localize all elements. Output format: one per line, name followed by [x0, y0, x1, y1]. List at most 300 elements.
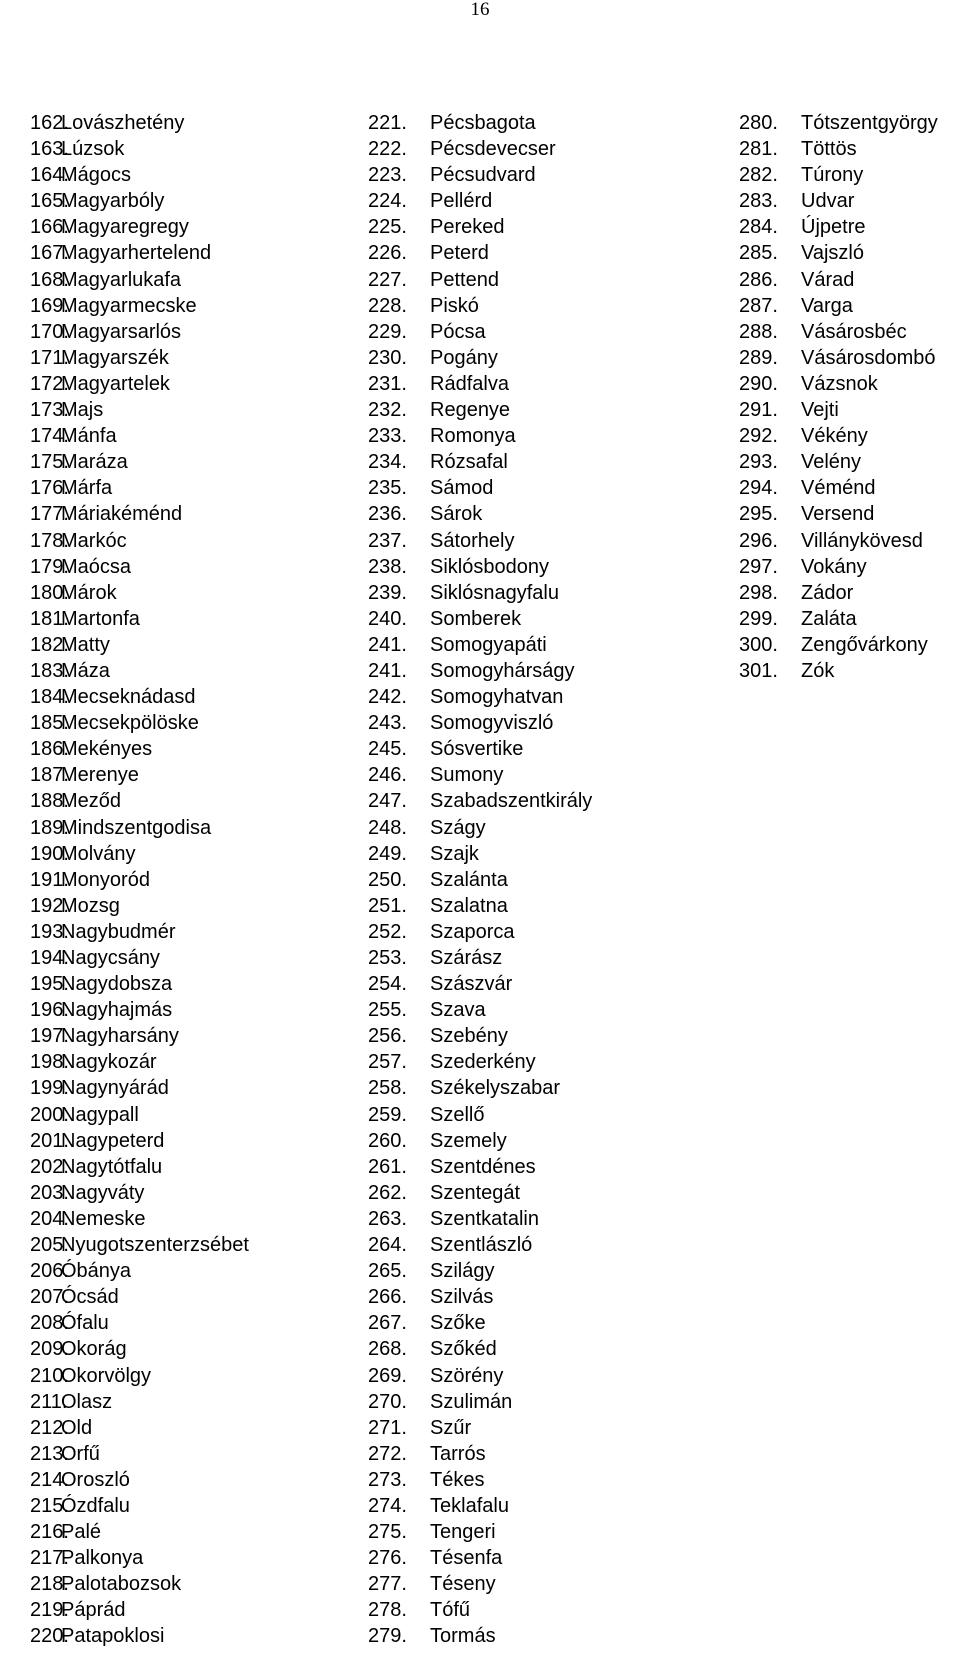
list-item: [30, 788, 249, 814]
list-item-number: 218.: [30, 1573, 69, 1596]
list-item-name: Rózsafal: [430, 451, 508, 474]
list-item-number: 280.: [739, 112, 778, 134]
list-item-number: 287.: [739, 294, 778, 317]
list-item: [739, 501, 938, 527]
list-item: [368, 841, 592, 867]
list-item-number: 170.: [30, 320, 69, 343]
list-item-name: Máriakéménd: [61, 503, 183, 526]
list-item-number: 257.: [368, 1051, 407, 1074]
list-item-name: Szentkatalin: [430, 1207, 539, 1230]
page-number: 16: [470, 0, 490, 20]
list-item-name: Magyarbóly: [61, 190, 165, 213]
list-item: [30, 188, 249, 214]
list-item-number: 189.: [30, 816, 69, 839]
list-item-number: 273.: [368, 1468, 407, 1491]
list-item-name: Nagybudmér: [61, 920, 176, 943]
list-item-number: 286.: [739, 268, 778, 291]
list-item-number: 283.: [739, 190, 778, 213]
list-item: [368, 475, 592, 501]
list-item-name: Véménd: [801, 477, 876, 500]
list-item: [368, 893, 592, 919]
list-item: [368, 710, 592, 736]
list-item-number: 230.: [368, 346, 407, 369]
list-item: [368, 1389, 592, 1415]
list-item-name: Tótszentgyörgy: [801, 112, 938, 134]
list-item: [368, 1232, 592, 1258]
list-item-name: Majs: [61, 399, 104, 422]
list-item-name: Matty: [61, 633, 110, 656]
list-item-name: Nyugotszenterzsébet: [61, 1234, 249, 1257]
list-item-name: Velény: [801, 451, 862, 474]
list-item-name: Zaláta: [801, 607, 857, 630]
list-item-name: Magyarhertelend: [61, 242, 212, 265]
list-item-number: 298.: [739, 581, 778, 604]
list-item-number: 226.: [368, 242, 407, 265]
list-item-name: Rádfalva: [430, 372, 509, 395]
list-item-name: Magyartelek: [61, 372, 170, 395]
list-item-name: Okorág: [61, 1338, 127, 1361]
list-item-name: Nagytótfalu: [61, 1155, 163, 1178]
list-item: [368, 1049, 592, 1075]
list-item-name: Téseny: [430, 1573, 496, 1596]
list-item-number: 205.: [30, 1234, 69, 1257]
list-item-name: Somberek: [430, 607, 522, 630]
list-item-name: Pogány: [430, 346, 498, 369]
list-item-name: Nagyváty: [61, 1181, 145, 1204]
list-item-name: Romonya: [430, 425, 516, 448]
list-column-1: [30, 110, 249, 1650]
list-item-number: 285.: [739, 242, 778, 265]
list-item-name: Ózdfalu: [61, 1494, 130, 1517]
list-item-name: Udvar: [801, 190, 855, 213]
list-item: [739, 423, 938, 449]
list-item-name: Szűr: [430, 1416, 472, 1439]
list-item: [368, 971, 592, 997]
list-item-name: Molvány: [61, 842, 136, 865]
list-item-name: Patapoklosi: [61, 1625, 165, 1648]
list-item: [368, 1545, 592, 1571]
list-item-number: 238.: [368, 555, 407, 578]
list-item: [30, 475, 249, 501]
list-item-number: 203.: [30, 1181, 69, 1204]
list-item-number: 282.: [739, 164, 778, 187]
list-item-name: Somogyhárságy: [430, 659, 575, 682]
list-item-number: 212.: [30, 1416, 69, 1439]
list-item: [30, 815, 249, 841]
list-item-number: 265.: [368, 1260, 407, 1283]
list-item: [368, 1467, 592, 1493]
list-item-number: 234.: [368, 451, 407, 474]
list-item: [368, 528, 592, 554]
list-column-3: [739, 110, 938, 684]
list-item-name: Szalatna: [430, 894, 508, 917]
list-item-number: 259.: [368, 1103, 407, 1126]
list-item-number: 174.: [30, 425, 69, 448]
list-item-number: 246.: [368, 764, 407, 787]
list-item-name: Nagyhajmás: [61, 999, 173, 1022]
list-item-name: Szilágy: [430, 1260, 495, 1283]
list-item-name: Somogyviszló: [430, 712, 554, 735]
list-item-number: 260.: [368, 1129, 407, 1152]
list-item-number: 185.: [30, 712, 69, 735]
list-item: [30, 319, 249, 345]
list-item-number: 179.: [30, 555, 69, 578]
list-item-name: Szentegát: [430, 1181, 521, 1204]
list-item: [368, 658, 592, 684]
list-item-number: 223.: [368, 164, 407, 187]
list-item: [30, 762, 249, 788]
list-item-number: 263.: [368, 1207, 407, 1230]
list-item: [30, 501, 249, 527]
list-item-name: Ófalu: [61, 1312, 109, 1335]
list-item: [30, 1389, 249, 1415]
list-item: [739, 162, 938, 188]
list-item-number: 193.: [30, 920, 69, 943]
list-item: [368, 684, 592, 710]
list-item-number: 196.: [30, 999, 69, 1022]
list-item-name: Orfű: [61, 1442, 100, 1465]
list-item-number: 294.: [739, 477, 778, 500]
list-item-number: 293.: [739, 451, 778, 474]
list-item-number: 242.: [368, 686, 407, 709]
list-item-number: 228.: [368, 294, 407, 317]
list-item: [30, 893, 249, 919]
list-item-number: 272.: [368, 1442, 407, 1465]
list-item-number: 220.: [30, 1625, 69, 1648]
list-item-name: Nagycsány: [61, 947, 160, 969]
list-item-name: Vajszló: [801, 242, 864, 265]
list-item-number: 266.: [368, 1286, 407, 1309]
list-item-number: 299.: [739, 607, 778, 630]
list-item-number: 183.: [30, 659, 69, 682]
list-item-number: 277.: [368, 1573, 407, 1596]
list-item-name: Tarrós: [430, 1442, 486, 1465]
list-item-number: 236.: [368, 503, 407, 526]
list-item-name: Magyarmecske: [61, 294, 197, 317]
list-item: [30, 1415, 249, 1441]
list-item-name: Szederkény: [430, 1051, 536, 1074]
list-item: [368, 788, 592, 814]
list-item-name: Szászvár: [430, 973, 513, 996]
list-item-number: 301.: [739, 659, 778, 682]
list-item-name: Siklósnagyfalu: [430, 581, 559, 604]
list-item-number: 173.: [30, 399, 69, 422]
list-item: [368, 1415, 592, 1441]
list-item: [739, 449, 938, 475]
list-item-name: Szellő: [430, 1103, 485, 1126]
list-item-name: Szilvás: [430, 1286, 494, 1309]
list-item-number: 214.: [30, 1468, 69, 1491]
list-item: [368, 1597, 592, 1623]
list-item-name: Pócsa: [430, 320, 486, 343]
list-item-number: 216.: [30, 1521, 69, 1544]
list-item-name: Pettend: [430, 268, 499, 291]
list-item: [368, 267, 592, 293]
list-item-name: Ócsád: [61, 1286, 119, 1309]
list-item-number: 250.: [368, 868, 407, 891]
list-item: [30, 1232, 249, 1258]
list-item: [368, 1023, 592, 1049]
list-item-number: 295.: [739, 503, 778, 526]
list-item-name: Szava: [430, 999, 486, 1022]
list-item-name: Szalánta: [430, 868, 508, 891]
list-item-number: 258.: [368, 1077, 407, 1100]
list-item-number: 164.: [30, 164, 69, 187]
list-item-number: 176.: [30, 477, 69, 500]
list-item-number: 213.: [30, 1442, 69, 1465]
list-item-number: 290.: [739, 372, 778, 395]
list-item-name: Tófű: [430, 1599, 471, 1622]
list-item-number: 254.: [368, 973, 407, 996]
list-item: [30, 580, 249, 606]
list-item: [368, 1519, 592, 1545]
list-item: [368, 319, 592, 345]
list-item-number: 195.: [30, 973, 69, 996]
list-item-name: Szajk: [430, 842, 479, 865]
list-item: [368, 736, 592, 762]
list-item-number: 289.: [739, 346, 778, 369]
list-item-name: Mindszentgodisa: [61, 816, 212, 839]
list-item-name: Magyaregregy: [61, 216, 189, 239]
list-item-name: Teklafalu: [430, 1494, 509, 1517]
list-item-name: Olasz: [61, 1390, 113, 1413]
list-item-number: 271.: [368, 1416, 407, 1439]
list-item: [739, 371, 938, 397]
list-item-number: 169.: [30, 294, 69, 317]
list-item: [739, 658, 938, 684]
list-item: [30, 554, 249, 580]
list-item: [30, 658, 249, 684]
list-item-number: 241.: [368, 633, 407, 656]
list-item-number: 284.: [739, 216, 778, 239]
list-item: [30, 632, 249, 658]
list-item: [30, 606, 249, 632]
list-item: [30, 1023, 249, 1049]
list-item-name: Pécsbagota: [430, 112, 536, 134]
list-item-number: 192.: [30, 894, 69, 917]
list-item-name: Márfa: [61, 477, 113, 500]
list-item: [368, 1336, 592, 1362]
list-item-number: 168.: [30, 268, 69, 291]
list-item: [368, 1493, 592, 1519]
list-item-name: Tékes: [430, 1468, 485, 1491]
list-item-number: 281.: [739, 138, 778, 161]
list-item-name: Villánykövesd: [801, 529, 923, 552]
list-item-name: Regenye: [430, 399, 511, 422]
list-item: [30, 1571, 249, 1597]
list-item-number: 243.: [368, 712, 407, 735]
list-item: [368, 110, 592, 136]
list-item-number: 215.: [30, 1494, 69, 1517]
list-item-number: 235.: [368, 477, 407, 500]
list-item: [368, 1154, 592, 1180]
list-item-name: Magyarszék: [61, 346, 169, 369]
list-item: [368, 1571, 592, 1597]
list-item-number: 232.: [368, 399, 407, 422]
list-item-number: 268.: [368, 1338, 407, 1361]
list-item-number: 222.: [368, 138, 407, 161]
list-item: [30, 1049, 249, 1075]
list-item-name: Tengeri: [430, 1521, 496, 1544]
list-item-name: Mecsekpölöske: [61, 712, 199, 735]
list-item: [30, 1623, 249, 1649]
list-item: [368, 136, 592, 162]
list-item-name: Szárász: [430, 947, 503, 969]
list-item: [30, 1597, 249, 1623]
list-item: [30, 345, 249, 371]
list-item: [30, 867, 249, 893]
list-item: [30, 293, 249, 319]
list-item-number: 255.: [368, 999, 407, 1022]
list-item-number: 191.: [30, 868, 69, 891]
list-item-number: 197.: [30, 1025, 69, 1048]
list-item: [30, 240, 249, 266]
list-item: [30, 1102, 249, 1128]
list-item-name: Pellérd: [430, 190, 493, 213]
list-item: [368, 1623, 592, 1649]
list-item-number: 229.: [368, 320, 407, 343]
list-item-number: 292.: [739, 425, 778, 448]
list-item-number: 204.: [30, 1207, 69, 1230]
list-item-name: Somogyapáti: [430, 633, 547, 656]
list-item-name: Siklósbodony: [430, 555, 549, 578]
list-item: [368, 919, 592, 945]
list-item-number: 269.: [368, 1364, 407, 1387]
list-item-name: Vásárosdombó: [801, 346, 936, 369]
list-item-number: 256.: [368, 1025, 407, 1048]
list-item-number: 172.: [30, 372, 69, 395]
list-item-number: 221.: [368, 112, 407, 134]
list-item: [368, 345, 592, 371]
list-item-number: 175.: [30, 451, 69, 474]
list-item: [368, 188, 592, 214]
list-item: [30, 1284, 249, 1310]
list-item: [30, 1180, 249, 1206]
list-item: [30, 1075, 249, 1101]
list-item-number: 237.: [368, 529, 407, 552]
list-item-name: Zengővárkony: [801, 633, 928, 656]
list-item-name: Lovászhetény: [61, 112, 185, 134]
list-item-number: 209.: [30, 1338, 69, 1361]
list-item-name: Piskó: [430, 294, 479, 317]
list-item-number: 208.: [30, 1312, 69, 1335]
list-item-number: 178.: [30, 529, 69, 552]
list-item-number: 275.: [368, 1521, 407, 1544]
list-item: [368, 554, 592, 580]
list-item-name: Zók: [801, 659, 835, 682]
list-item: [368, 449, 592, 475]
list-item-number: 249.: [368, 842, 407, 865]
list-item-name: Szebény: [430, 1025, 508, 1048]
list-item: [30, 397, 249, 423]
list-item-name: Maráza: [61, 451, 128, 474]
list-item-name: Somogyhatvan: [430, 686, 564, 709]
list-item-number: 217.: [30, 1547, 69, 1570]
list-item: [30, 710, 249, 736]
list-item-number: 288.: [739, 320, 778, 343]
list-item-number: 276.: [368, 1547, 407, 1570]
list-item-number: 166.: [30, 216, 69, 239]
list-item: [30, 1363, 249, 1389]
list-item: [30, 1154, 249, 1180]
list-item-name: Zádor: [801, 581, 854, 604]
list-item-number: 278.: [368, 1599, 407, 1622]
list-item-number: 186.: [30, 738, 69, 761]
list-item-name: Nagynyárád: [61, 1077, 169, 1100]
list-item-number: 225.: [368, 216, 407, 239]
list-item-name: Töttös: [801, 138, 857, 161]
list-item-name: Nemeske: [61, 1207, 146, 1230]
list-item-name: Pécsudvard: [430, 164, 536, 187]
list-item-name: Meződ: [61, 790, 122, 813]
list-item-number: 274.: [368, 1494, 407, 1517]
list-item-number: 206.: [30, 1260, 69, 1283]
list-item-name: Okorvölgy: [61, 1364, 152, 1387]
list-item-number: 201.: [30, 1129, 69, 1152]
list-item-number: 211.: [30, 1390, 68, 1413]
list-item: [368, 1128, 592, 1154]
list-item-name: Szőke: [430, 1312, 486, 1335]
list-item-name: Szentdénes: [430, 1155, 536, 1178]
list-item-number: 291.: [739, 399, 778, 422]
list-item-name: Palotabozsok: [61, 1573, 182, 1596]
list-item: [368, 293, 592, 319]
list-item: [368, 501, 592, 527]
list-item-number: 219.: [30, 1599, 69, 1622]
list-item: [368, 1206, 592, 1232]
list-item-name: Nagypeterd: [61, 1129, 165, 1152]
list-item-number: 300.: [739, 633, 778, 656]
list-item: [739, 580, 938, 606]
list-item: [30, 684, 249, 710]
list-item: [368, 997, 592, 1023]
list-item: [368, 580, 592, 606]
list-item-name: Mánfa: [61, 425, 117, 448]
list-item-name: Máza: [61, 659, 110, 682]
list-item-number: 279.: [368, 1625, 407, 1648]
list-item-name: Szaporca: [430, 920, 515, 943]
list-item: [368, 632, 592, 658]
list-item-name: Nagyharsány: [61, 1025, 179, 1048]
list-item-name: Maócsa: [61, 555, 132, 578]
list-item: [739, 110, 938, 136]
list-item: [30, 971, 249, 997]
list-item: [368, 1310, 592, 1336]
list-item: [368, 815, 592, 841]
list-item: [30, 528, 249, 554]
list-item-number: 200.: [30, 1103, 69, 1126]
list-item-name: Lúzsok: [61, 138, 125, 161]
list-item-name: Pereked: [430, 216, 505, 239]
list-item-name: Szőkéd: [430, 1338, 497, 1361]
list-item: [30, 423, 249, 449]
list-item: [30, 1467, 249, 1493]
list-item-name: Sámod: [430, 477, 494, 500]
list-item: [739, 136, 938, 162]
list-item: [30, 1545, 249, 1571]
list-item: [739, 267, 938, 293]
list-item-number: 240.: [368, 607, 407, 630]
list-item: [30, 1519, 249, 1545]
list-item-name: Sumony: [430, 764, 504, 787]
list-item-name: Pécsdevecser: [430, 138, 556, 161]
list-item: [739, 188, 938, 214]
list-item-name: Vázsnok: [801, 372, 878, 395]
list-item: [30, 449, 249, 475]
list-item: [30, 1493, 249, 1519]
list-item-name: Vokány: [801, 555, 867, 578]
list-item-number: 253.: [368, 947, 407, 969]
